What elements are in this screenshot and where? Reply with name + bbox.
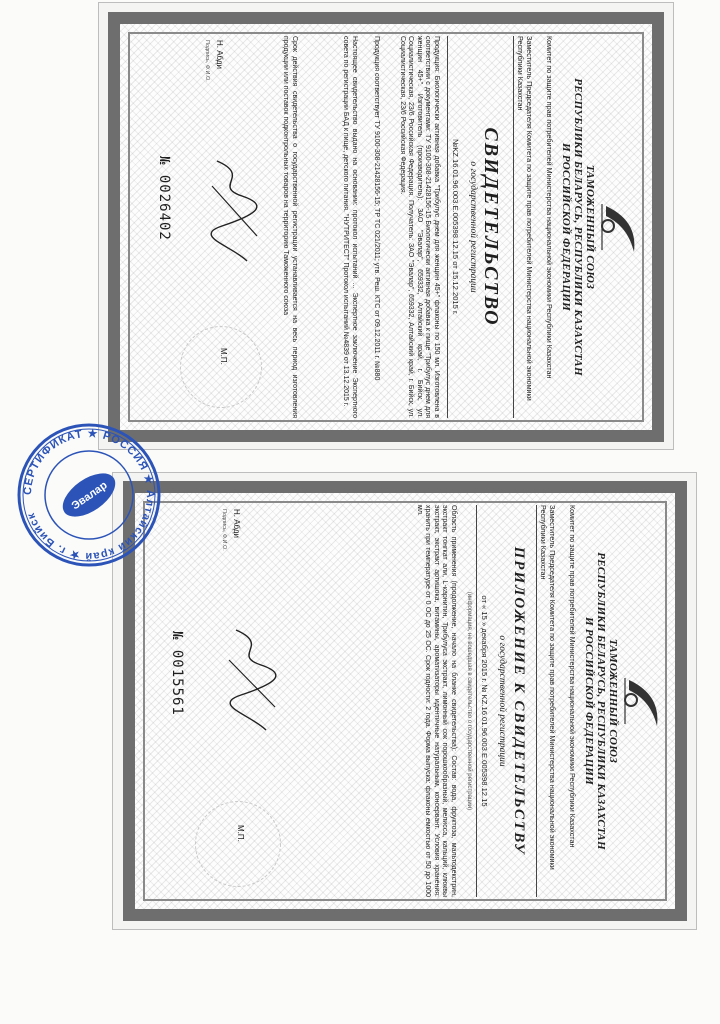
customs-union-emblem-icon [621, 670, 665, 732]
signature-caption: Подпись, Ф.И.О. [221, 509, 227, 551]
issuing-authority: Комитет по защите прав потребителей Министерства национальной экономики Республики Казахстан [545, 36, 554, 379]
annex-date-number: от « 15 » декабря 2015 г. № KZ.16.01.96.003.Е.005398.12.15 [480, 595, 489, 807]
union-header: ТАМОЖЕННЫЙ СОЮЗ РЕСПУБЛИКИ БЕЛАРУСЬ, РЕСПУБЛИКИ КАЗАХСТАН И РОССИЙСКОЙ ФЕДЕРАЦИИ [583, 552, 619, 850]
validity-statement: Срок действия свидетельства о государственной регистрации устанавливается на весь период изготовления продукции или поставок подконтрольных товаров на территорию Таможенного союза [282, 36, 298, 418]
company-round-stamp [14, 420, 164, 570]
signature-image [221, 625, 281, 735]
stamp-center-label: Эвалар [69, 479, 110, 513]
product-description: Продукция: Биологически активная добавка "Трибулус днем для женщин 45+" флаконы по 150 мл. Изготовлена в соответствии с документами: ТУ 9100-308-21428156-15 Биологически активная добавка к пище "Трибулус днем для женщин 45+". Изготовитель (производитель): ЗАО "Эвалар", 659332, Алтайский край, г. Бийск, ул. Социалистическая, 23/6 Российская Федерация. Получатель: ЗАО "Эвалар", 659332, Алтайский край, г. Бийск, ул. Социалистическая, 23/6 Российская Федерация. [398, 36, 440, 418]
annex-hint: (информация, не вошедшая в свидетельство о государственной регистрации) [466, 591, 472, 811]
scope-of-application: Область применения (продолжение, начало на бланке свидетельства): Состав: вода, фруктоза, мальтодекстрин, экстракт тонгкат али, L-карнитин, Трибулуса экстракт, лимонный сок порошкообразный, мелисса, кальций, клюквы экстракт, экстракт артишока, витамины, ароматизаторы идентичные натуральным, консервант. Условия хранения: хранить при температуре от 0 ОС до 25 ОС. Срок годности: 2 года. Форма выпуска: флаконы емкостью от 50 до 1000 мл. [415, 505, 457, 897]
signer-name: Н. Абди [232, 509, 241, 538]
seal-label: М.П. [236, 825, 245, 842]
basis-statement: Настоящее свидетельство выдано на основании: протокол испытаний ... Экспертное заключение Экспертного совета по регистрации БАД к пище, детского питания. "НУТРИТЕСТ" Протокол испытаний №4839 от 13.12.2015 г. [342, 36, 358, 418]
annex-page [123, 481, 687, 921]
seal-area [195, 801, 281, 887]
registration-number: №KZ.16.01.96.003.Е.005398.12.15 от 15.12.2015 г. [451, 139, 460, 315]
official-position: Заместитель Председателя Комитета по защите прав потребителей Министерства национальной экономики Республики Казахстан [516, 36, 534, 401]
certificate-subtitle: о государственной регистрации [468, 161, 478, 293]
seal-label: М.П. [219, 348, 228, 365]
signer-name: Н. Абди [215, 40, 224, 69]
divider [447, 36, 448, 418]
customs-union-emblem-icon [598, 196, 642, 258]
stamp-outer-text: СЕРТИФИКАТ ★ РОССИЯ ★ Алтайский край ★ г. Бийск [21, 427, 157, 563]
issuing-authority: Комитет по защите прав потребителей Министерства национальной экономики Республики Казахстан [568, 505, 577, 848]
signature-caption: Подпись, Ф.И.О. [204, 40, 210, 82]
blank-serial-number: № 0015561 [169, 631, 185, 716]
certificate-page [108, 12, 664, 442]
divider [476, 505, 477, 897]
annex-subtitle: о государственной регистрации [497, 635, 507, 767]
blank-serial-number: № 0026402 [156, 156, 172, 241]
certificate-sheet [98, 2, 674, 450]
divider [536, 505, 537, 897]
seal-area [180, 326, 262, 408]
annex-sheet [112, 472, 697, 930]
signature-image [202, 156, 262, 266]
union-header: ТАМОЖЕННЫЙ СОЮЗ РЕСПУБЛИКИ БЕЛАРУСЬ, РЕСПУБЛИКИ КАЗАХСТАН И РОССИЙСКОЙ ФЕДЕРАЦИИ [560, 78, 596, 376]
divider [513, 36, 514, 418]
official-position: Заместитель Председателя Комитета по защите прав потребителей Министерства национальной экономики Республики Казахстан [539, 505, 557, 870]
conformity-statement: Продукция соответствует ТУ 9100-308-21428156-15; ТР ТС 021/2011; утв. Реш. КТС от 09.12.2011 г. №880 [373, 36, 380, 381]
certificate-title: СВИДЕТЕЛЬСТВО [480, 127, 502, 327]
annex-title: ПРИЛОЖЕНИЕ К СВИДЕТЕЛЬСТВУ [511, 546, 527, 856]
